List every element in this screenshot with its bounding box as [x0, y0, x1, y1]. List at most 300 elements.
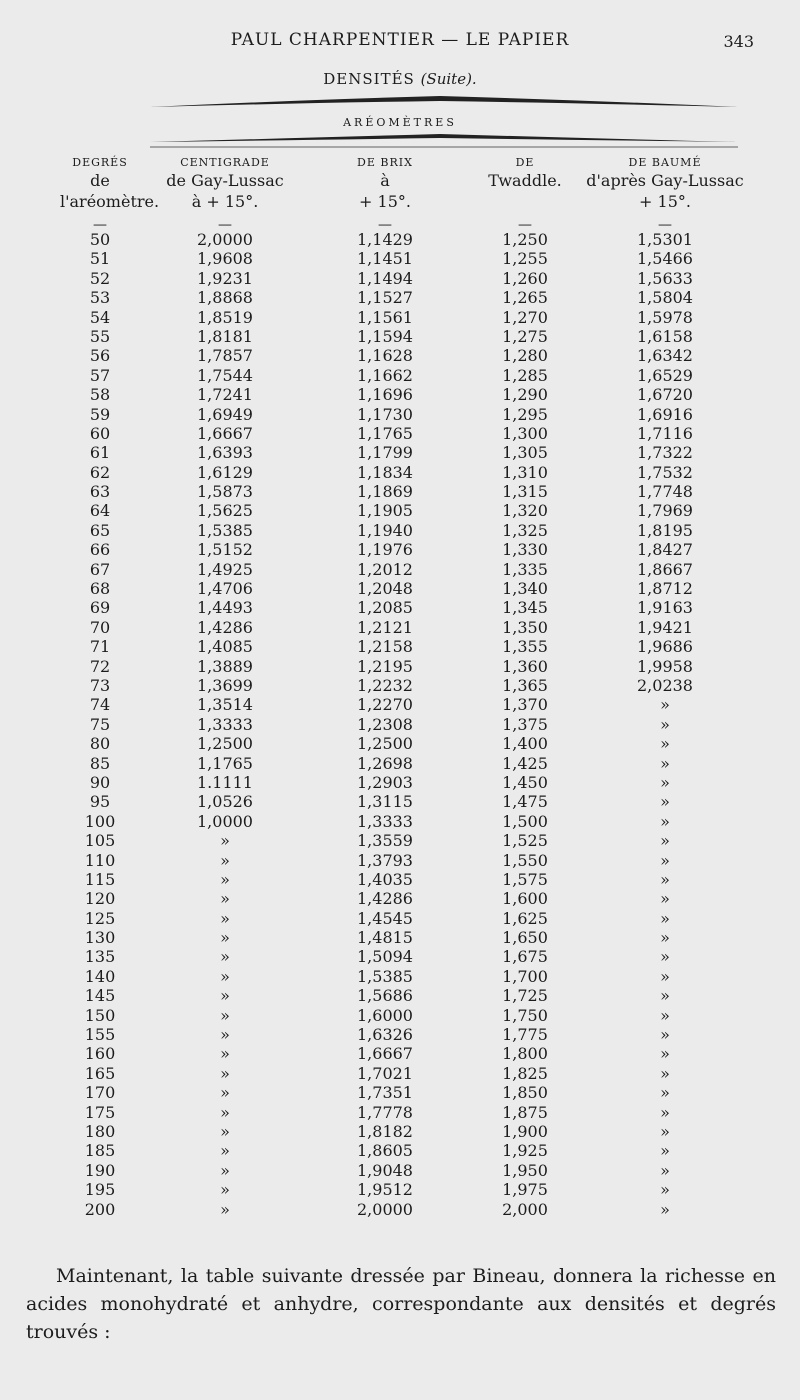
table-cell: 73: [89, 675, 111, 695]
table-cell: 1,575: [502, 869, 548, 889]
table-cell: »: [660, 772, 670, 792]
table-cell: 1,7532: [637, 462, 693, 482]
table-cell: 1,625: [502, 908, 548, 928]
table-row: [0, 889, 800, 908]
table-cell: 1,3333: [357, 811, 413, 831]
table-cell: 1,1662: [357, 365, 413, 385]
table-cell: 1,2903: [357, 772, 413, 792]
table-cell: »: [660, 811, 670, 831]
table-cell: 1,6720: [637, 385, 693, 405]
table-cell: 1,800: [502, 1044, 548, 1064]
table-cell: »: [660, 947, 670, 967]
table-row: [0, 308, 800, 327]
column-header-brix: DE BRIX à + 15°.: [357, 156, 413, 211]
table-row: [0, 1161, 800, 1180]
table-cell: 145: [84, 986, 116, 1006]
table-row: [0, 405, 800, 424]
table-cell: 135: [84, 947, 116, 967]
table-cell: 1,5978: [637, 307, 693, 327]
table-cell: »: [220, 1025, 230, 1045]
table-cell: »: [660, 714, 670, 734]
table-row: [0, 521, 800, 540]
table-row: [0, 754, 800, 773]
table-cell: 1,900: [502, 1121, 548, 1141]
table-cell: 1,1905: [357, 501, 413, 521]
table-cell: 1,0000: [197, 811, 253, 831]
table-cell: 1,8181: [197, 326, 253, 346]
table-cell: »: [660, 1160, 670, 1180]
table-cell: 60: [89, 423, 111, 443]
table-cell: 1,950: [502, 1160, 548, 1180]
table-cell: 58: [89, 385, 111, 405]
table-cell: 1,0526: [197, 792, 253, 812]
table-row: [0, 1180, 800, 1199]
table-cell: 1,9512: [357, 1180, 413, 1200]
table-cell: 1,600: [502, 889, 548, 909]
table-cell: 1,7778: [357, 1102, 413, 1122]
table-cell: 140: [84, 966, 116, 986]
table-cell: 1,1696: [357, 385, 413, 405]
table-cell: 2,000: [502, 1199, 548, 1219]
table-cell: »: [660, 928, 670, 948]
density-table: [0, 230, 800, 1219]
table-row: [0, 676, 800, 695]
table-cell: 1,3699: [197, 675, 253, 695]
table-cell: 71: [89, 637, 111, 657]
table-cell: 1,9958: [637, 656, 693, 676]
table-cell: 1,8868: [197, 288, 253, 308]
table-cell: 1.1111: [197, 772, 253, 792]
table-cell: 1,5873: [197, 482, 253, 502]
table-cell: 1,3889: [197, 656, 253, 676]
table-cell: 1,7857: [197, 346, 253, 366]
table-cell: 120: [84, 889, 116, 909]
table-cell: 1,1765: [357, 423, 413, 443]
table-cell: 1,310: [502, 462, 548, 482]
table-row: [0, 618, 800, 637]
table-cell: 1,1628: [357, 346, 413, 366]
table-cell: 1,2048: [357, 579, 413, 599]
table-cell: 150: [84, 1005, 116, 1025]
table-row: [0, 327, 800, 346]
table-cell: 1,370: [502, 695, 548, 715]
table-row: [0, 792, 800, 811]
table-cell: »: [660, 1180, 670, 1200]
table-cell: 1,975: [502, 1180, 548, 1200]
table-cell: 1,9421: [637, 617, 693, 637]
table-cell: 1,330: [502, 540, 548, 560]
table-cell: 1,6667: [357, 1044, 413, 1064]
table-cell: 160: [84, 1044, 116, 1064]
table-cell: »: [660, 792, 670, 812]
table-row: [0, 482, 800, 501]
table-cell: 1,355: [502, 637, 548, 657]
table-row: [0, 967, 800, 986]
table-row: [0, 695, 800, 714]
table-cell: 1,340: [502, 579, 548, 599]
table-cell: »: [660, 908, 670, 928]
table-cell: 1,6916: [637, 404, 693, 424]
table-row: [0, 443, 800, 462]
table-cell: 1,7116: [637, 423, 693, 443]
column-dash: —: [378, 217, 392, 233]
table-cell: 1,1976: [357, 540, 413, 560]
table-cell: »: [660, 1005, 670, 1025]
table-cell: 1,295: [502, 404, 548, 424]
table-row: [0, 288, 800, 307]
table-cell: 1,925: [502, 1141, 548, 1161]
table-cell: 1,2698: [357, 753, 413, 773]
table-cell: 1,1561: [357, 307, 413, 327]
table-cell: 185: [84, 1141, 116, 1161]
page-number: 343: [723, 32, 754, 51]
table-cell: 1,5804: [637, 288, 693, 308]
table-cell: 1,2121: [357, 617, 413, 637]
table-cell: 80: [89, 734, 111, 754]
table-cell: 1,350: [502, 617, 548, 637]
table-cell: 1,275: [502, 326, 548, 346]
table-cell: 1,7544: [197, 365, 253, 385]
table-row: [0, 1141, 800, 1160]
table-cell: 1,1730: [357, 404, 413, 424]
table-row: [0, 269, 800, 288]
table-cell: 1,725: [502, 986, 548, 1006]
table-cell: »: [660, 1102, 670, 1122]
table-cell: 1,6667: [197, 423, 253, 443]
table-cell: 64: [89, 501, 111, 521]
table-cell: 1,6393: [197, 443, 253, 463]
table-cell: »: [660, 753, 670, 773]
table-cell: »: [660, 1083, 670, 1103]
column-header-baume: DE BAUMÉ d'après Gay-Lussac + 15°.: [586, 156, 744, 211]
table-row: [0, 463, 800, 482]
table-cell: 95: [89, 792, 111, 812]
table-row: [0, 385, 800, 404]
table-row: [0, 249, 800, 268]
running-title: PAUL CHARPENTIER — LE PAPIER: [230, 30, 570, 50]
table-cell: 1,5686: [357, 986, 413, 1006]
table-cell: 50: [89, 230, 111, 249]
table-cell: »: [660, 695, 670, 715]
table-cell: 1,280: [502, 346, 548, 366]
table-cell: 1,4493: [197, 598, 253, 618]
table-cell: 1,285: [502, 365, 548, 385]
table-cell: »: [660, 734, 670, 754]
table-cell: 1,2500: [197, 734, 253, 754]
table-cell: 1,325: [502, 520, 548, 540]
table-cell: 55: [89, 326, 111, 346]
table-row: [0, 1025, 800, 1044]
table-row: [0, 1103, 800, 1122]
table-row: [0, 831, 800, 850]
table-cell: 1,3559: [357, 831, 413, 851]
table-cell: »: [220, 1141, 230, 1161]
table-cell: 1,5385: [357, 966, 413, 986]
table-row: [0, 1044, 800, 1063]
table-cell: 175: [84, 1102, 116, 1122]
table-cell: 1,5385: [197, 520, 253, 540]
table-cell: 155: [84, 1025, 116, 1045]
table-cell: »: [220, 1160, 230, 1180]
table-cell: 1,9163: [637, 598, 693, 618]
table-cell: 1,5633: [637, 268, 693, 288]
table-cell: 1,1429: [357, 230, 413, 249]
table-cell: »: [220, 928, 230, 948]
table-cell: 1,250: [502, 230, 548, 249]
table-cell: 1,1451: [357, 249, 413, 269]
column-header-centigrade: CENTIGRADE de Gay-Lussac à + 15°.: [166, 156, 284, 211]
table-cell: 170: [84, 1083, 116, 1103]
table-cell: 1,400: [502, 734, 548, 754]
table-cell: 70: [89, 617, 111, 637]
table-cell: 1,1940: [357, 520, 413, 540]
table-cell: 1,255: [502, 249, 548, 269]
table-cell: 57: [89, 365, 111, 385]
table-cell: 1,825: [502, 1063, 548, 1083]
table-cell: 53: [89, 288, 111, 308]
table-cell: 1,8712: [637, 579, 693, 599]
table-row: [0, 346, 800, 365]
table-row: [0, 734, 800, 753]
table-cell: 63: [89, 482, 111, 502]
table-cell: 125: [84, 908, 116, 928]
decorative-rules: [0, 0, 800, 160]
table-row: [0, 812, 800, 831]
table-cell: 115: [84, 869, 116, 889]
table-cell: 1,3514: [197, 695, 253, 715]
table-cell: 1,9608: [197, 249, 253, 269]
table-cell: 59: [89, 404, 111, 424]
table-cell: »: [660, 1121, 670, 1141]
table-cell: 1,4286: [197, 617, 253, 637]
table-cell: 1,260: [502, 268, 548, 288]
table-cell: 67: [89, 559, 111, 579]
table-cell: »: [220, 908, 230, 928]
table-row: [0, 1006, 800, 1025]
table-cell: 1,5301: [637, 230, 693, 249]
column-dash: —: [658, 217, 672, 233]
table-cell: 1,7969: [637, 501, 693, 521]
table-cell: 1,8519: [197, 307, 253, 327]
table-cell: »: [220, 889, 230, 909]
table-cell: »: [220, 1005, 230, 1025]
table-cell: 2,0238: [637, 675, 693, 695]
table-cell: 1,7748: [637, 482, 693, 502]
table-cell: 1,2158: [357, 637, 413, 657]
table-cell: 1,1834: [357, 462, 413, 482]
table-cell: 2,0000: [197, 230, 253, 249]
table-cell: 1,360: [502, 656, 548, 676]
table-cell: 1,8667: [637, 559, 693, 579]
table-cell: 1,315: [502, 482, 548, 502]
table-row: [0, 1064, 800, 1083]
table-cell: 1,8182: [357, 1121, 413, 1141]
table-cell: 1,7241: [197, 385, 253, 405]
table-cell: 1,1799: [357, 443, 413, 463]
table-cell: 1,4545: [357, 908, 413, 928]
table-cell: 1,1869: [357, 482, 413, 502]
table-cell: 52: [89, 268, 111, 288]
table-row: [0, 773, 800, 792]
table-cell: 1,6949: [197, 404, 253, 424]
table-cell: 61: [89, 443, 111, 463]
table-cell: 1,9231: [197, 268, 253, 288]
table-cell: »: [660, 1141, 670, 1161]
table-cell: »: [660, 1044, 670, 1064]
column-header-degrees: DEGRÉS de l'aréomètre.: [60, 156, 160, 211]
table-cell: 1,5152: [197, 540, 253, 560]
table-cell: 130: [84, 928, 116, 948]
table-cell: »: [660, 1063, 670, 1083]
table-cell: 200: [84, 1199, 116, 1219]
table-cell: 1,3333: [197, 714, 253, 734]
table-cell: »: [220, 1044, 230, 1064]
table-cell: »: [220, 1063, 230, 1083]
table-cell: 51: [89, 249, 111, 269]
table-cell: 1,7351: [357, 1083, 413, 1103]
table-cell: 1,525: [502, 831, 548, 851]
table-cell: 1,345: [502, 598, 548, 618]
table-cell: 1,3115: [357, 792, 413, 812]
table-cell: 1,335: [502, 559, 548, 579]
table-cell: 56: [89, 346, 111, 366]
table-cell: 1,675: [502, 947, 548, 967]
table-cell: 1,265: [502, 288, 548, 308]
table-cell: 1,8427: [637, 540, 693, 560]
table-cell: 1,375: [502, 714, 548, 734]
table-cell: 1,270: [502, 307, 548, 327]
table-cell: 1,4035: [357, 869, 413, 889]
table-cell: 1,475: [502, 792, 548, 812]
table-cell: 1,1494: [357, 268, 413, 288]
table-row: [0, 637, 800, 656]
table-row: [0, 870, 800, 889]
table-cell: 1,305: [502, 443, 548, 463]
table-cell: 180: [84, 1121, 116, 1141]
table-cell: 1,6326: [357, 1025, 413, 1045]
table-cell: »: [220, 986, 230, 1006]
table-row: [0, 230, 800, 249]
table-cell: 1,3793: [357, 850, 413, 870]
table-cell: 1,650: [502, 928, 548, 948]
table-row: [0, 560, 800, 579]
table-cell: »: [220, 850, 230, 870]
table-cell: 1,320: [502, 501, 548, 521]
table-cell: 1,2308: [357, 714, 413, 734]
table-cell: 110: [84, 850, 116, 870]
table-cell: 1,8195: [637, 520, 693, 540]
table-row: [0, 715, 800, 734]
table-row: [0, 657, 800, 676]
table-cell: 1,365: [502, 675, 548, 695]
table-cell: 1,2012: [357, 559, 413, 579]
table-cell: »: [660, 850, 670, 870]
table-cell: 195: [84, 1180, 116, 1200]
table-cell: 65: [89, 520, 111, 540]
table-cell: 1,5094: [357, 947, 413, 967]
table-cell: »: [220, 1180, 230, 1200]
table-row: [0, 986, 800, 1005]
table-cell: 1,6129: [197, 462, 253, 482]
table-title-main: DENSITÉS: [323, 70, 415, 88]
table-cell: 1,875: [502, 1102, 548, 1122]
table-cell: »: [220, 1083, 230, 1103]
table-cell: »: [220, 966, 230, 986]
table-cell: 1,1765: [197, 753, 253, 773]
table-cell: 1,8605: [357, 1141, 413, 1161]
table-cell: 1,775: [502, 1025, 548, 1045]
table-cell: »: [220, 1121, 230, 1141]
table-cell: 1,300: [502, 423, 548, 443]
table-cell: 74: [89, 695, 111, 715]
table-row: [0, 1083, 800, 1102]
table-row: [0, 1122, 800, 1141]
table-cell: 1,6342: [637, 346, 693, 366]
table-row: [0, 540, 800, 559]
table-cell: 85: [89, 753, 111, 773]
table-row: [0, 1200, 800, 1219]
table-cell: 1,4706: [197, 579, 253, 599]
table-cell: »: [660, 889, 670, 909]
table-cell: 1,425: [502, 753, 548, 773]
table-cell: 68: [89, 579, 111, 599]
table-cell: »: [220, 1102, 230, 1122]
table-cell: 1,290: [502, 385, 548, 405]
table-cell: 100: [84, 811, 116, 831]
table-cell: 1,2270: [357, 695, 413, 715]
table-cell: 1,5625: [197, 501, 253, 521]
table-cell: 1,4815: [357, 928, 413, 948]
table-cell: 1,6158: [637, 326, 693, 346]
table-cell: 1,1594: [357, 326, 413, 346]
table-cell: 1,750: [502, 1005, 548, 1025]
table-cell: 1,550: [502, 850, 548, 870]
table-cell: 72: [89, 656, 111, 676]
table-cell: 2,0000: [357, 1199, 413, 1219]
group-header: ARÉOMÈTRES: [343, 116, 457, 129]
table-row: [0, 851, 800, 870]
table-cell: 1,2232: [357, 675, 413, 695]
table-cell: 69: [89, 598, 111, 618]
table-cell: 1,850: [502, 1083, 548, 1103]
table-row: [0, 928, 800, 947]
table-cell: 1,4085: [197, 637, 253, 657]
table-cell: 1,6529: [637, 365, 693, 385]
table-cell: »: [220, 831, 230, 851]
table-cell: 1,7322: [637, 443, 693, 463]
table-cell: »: [220, 869, 230, 889]
table-cell: 165: [84, 1063, 116, 1083]
table-cell: 105: [84, 831, 116, 851]
table-cell: »: [660, 1025, 670, 1045]
table-row: [0, 424, 800, 443]
table-cell: 1,700: [502, 966, 548, 986]
table-row: [0, 909, 800, 928]
table-cell: »: [660, 831, 670, 851]
table-row: [0, 366, 800, 385]
table-cell: 1,9686: [637, 637, 693, 657]
column-dash: —: [218, 217, 232, 233]
table-row: [0, 947, 800, 966]
table-cell: 1,450: [502, 772, 548, 792]
column-header-twaddle: DE Twaddle.: [488, 156, 562, 190]
table-title-suffix: (Suite).: [420, 70, 477, 88]
table-cell: 1,4286: [357, 889, 413, 909]
table-cell: 1,4925: [197, 559, 253, 579]
table-cell: 1,2085: [357, 598, 413, 618]
table-cell: »: [660, 869, 670, 889]
table-cell: 1,500: [502, 811, 548, 831]
